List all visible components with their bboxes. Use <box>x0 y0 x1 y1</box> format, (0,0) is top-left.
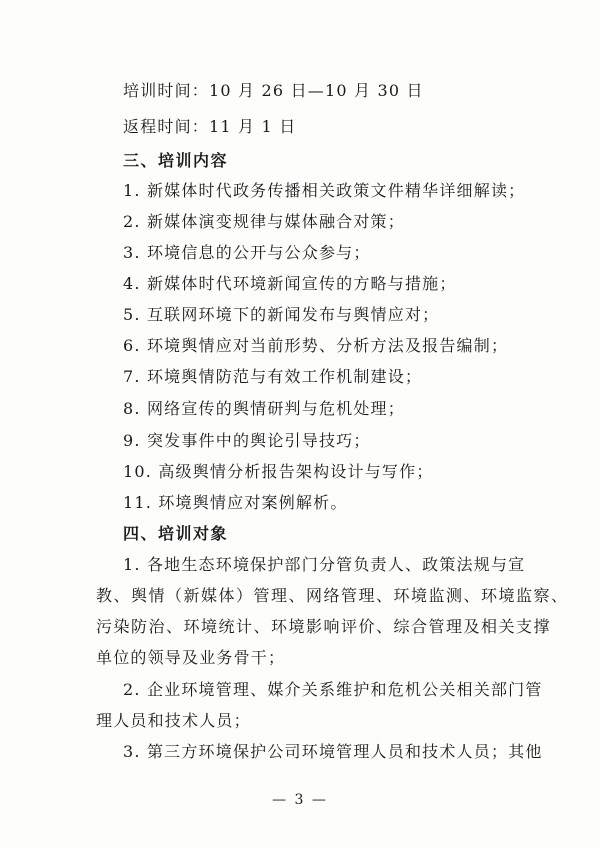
paragraph-line: 单位的领导及业务骨干； <box>96 648 286 667</box>
training-time: 培训时间：10 月 26 日—10 月 30 日 <box>123 81 424 100</box>
paragraph-line: 1. 各地生态环境保护部门分管负责人、政策法规与宣 <box>123 555 526 574</box>
list-item: 2. 新媒体演变规律与媒体融合对策； <box>123 212 405 231</box>
paragraph-line: 2. 企业环境管理、媒介关系维护和危机公关相关部门管 <box>123 680 543 699</box>
list-item: 11. 环境舆情应对案例解析。 <box>123 493 348 512</box>
list-item: 6. 环境舆情应对当前形势、分析方法及报告编制； <box>123 336 509 355</box>
list-item: 1. 新媒体时代政务传播相关政策文件精华详细解读； <box>123 181 526 200</box>
section-heading-training-content: 三、培训内容 <box>123 151 229 170</box>
section-heading-training-targets: 四、培训对象 <box>123 524 229 543</box>
list-item: 10. 高级舆情分析报告架构设计与写作； <box>123 462 434 481</box>
list-item: 8. 网络宣传的舆情研判与危机处理； <box>123 399 405 418</box>
list-item: 7. 环境舆情防范与有效工作机制建设； <box>123 367 423 386</box>
list-item: 4. 新媒体时代环境新闻宣传的方略与措施； <box>123 274 457 293</box>
return-time: 返程时间：11 月 1 日 <box>123 117 297 136</box>
list-item: 5. 互联网环境下的新闻发布与舆情应对； <box>123 305 440 324</box>
paragraph-line: 理人员和技术人员； <box>96 711 251 730</box>
page-number: — 3 — <box>272 792 328 808</box>
list-item: 9. 突发事件中的舆论引导技巧； <box>123 431 371 450</box>
paragraph-line: 3. 第三方环境保护公司环境管理人员和技术人员；其他 <box>123 742 543 761</box>
paragraph-line: 教、舆情（新媒体）管理、网络管理、环境监测、环境监察、 <box>96 586 569 605</box>
paragraph-line: 污染防治、环境统计、环境影响评价、综合管理及相关支撑 <box>96 617 552 636</box>
list-item: 3. 环境信息的公开与公众参与； <box>123 243 371 262</box>
